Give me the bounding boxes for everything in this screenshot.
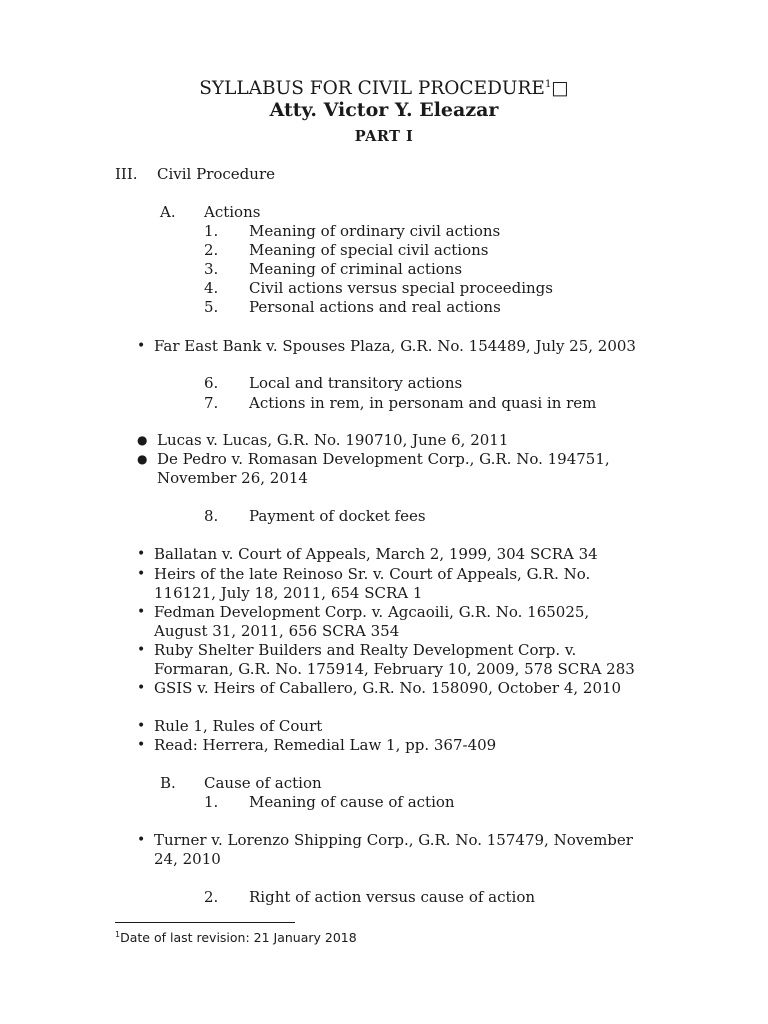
reading-item: Read: Herrera, Remedial Law 1, pp. 367-409 [154,736,497,754]
footnote-number: 1 [115,929,121,939]
case-citation: Ballatan v. Court of Appeals, March 2, 1999, 304 SCRA 34 [154,545,598,563]
case-citation-continued: 116121, July 18, 2011, 654 SCRA 1 [154,584,423,602]
item-number: 7. [204,394,219,412]
item-number: 8. [204,507,219,525]
section-title: Civil Procedure [157,165,275,183]
case-citation: Fedman Development Corp. v. Agcaoili, G.R. No. 165025, [154,603,590,621]
bullet-icon: • [137,832,146,848]
subsection-letter: B. [160,774,176,792]
item-text: Right of action versus cause of action [249,888,536,906]
bullet-icon: • [137,604,146,620]
bullet-icon: ● [137,452,148,466]
bullet-icon: • [137,680,146,696]
case-citation: Turner v. Lorenzo Shipping Corp., G.R. No. 157479, November [154,831,633,849]
part-label: PART I [354,128,414,145]
item-number: 4. [204,279,219,297]
item-number: 1. [204,222,219,240]
bullet-icon: • [137,566,146,582]
item-text: Meaning of ordinary civil actions [249,222,501,240]
case-citation: Lucas v. Lucas, G.R. No. 190710, June 6, 2011 [157,431,509,449]
case-citation: Heirs of the late Reinoso Sr. v. Court of Appeals, G.R. No. [154,565,591,583]
bullet-icon: • [137,737,146,753]
case-citation-continued: 24, 2010 [154,850,221,868]
case-citation-continued: August 31, 2011, 656 SCRA 354 [154,622,400,640]
item-number: 6. [204,374,219,392]
item-number: 3. [204,260,219,278]
bullet-icon: • [137,546,146,562]
case-citation: Ruby Shelter Builders and Realty Development Corp. v. [154,641,577,659]
reading-item: Rule 1, Rules of Court [154,717,323,735]
item-number: 1. [204,793,219,811]
item-text: Meaning of cause of action [249,793,455,811]
item-text: Actions in rem, in personam and quasi in rem [249,394,597,412]
item-text: Personal actions and real actions [249,298,501,316]
syllabus-title: SYLLABUS FOR CIVIL PROCEDURE$^1$□ [199,78,569,99]
footnote-marker[interactable]: 1 [544,78,552,90]
item-text: Civil actions versus special proceedings [249,279,553,297]
case-citation: De Pedro v. Romasan Development Corp., G.R. No. 194751, [157,450,610,468]
item-number: 2. [204,888,219,906]
bullet-icon: • [137,642,146,658]
author-name: Atty. Victor Y. Eleazar [269,99,499,121]
item-number: 5. [204,298,219,316]
footnote-divider [115,922,295,923]
bullet-icon: ● [137,433,148,447]
item-text: Meaning of criminal actions [249,260,463,278]
item-text: Meaning of special civil actions [249,241,489,259]
item-number: 2. [204,241,219,259]
section-number: III. [115,165,138,183]
subsection-title: Cause of action [204,774,322,792]
case-citation-continued: November 26, 2014 [157,469,308,487]
footnote-text: Date of last revision: 21 January 2018 [120,930,357,945]
subsection-letter: A. [160,203,176,221]
case-citation-continued: Formaran, G.R. No. 175914, February 10, 2009, 578 SCRA 283 [154,660,635,678]
item-text: Local and transitory actions [249,374,463,392]
subsection-title: Actions [204,203,261,221]
item-text: Payment of docket fees [249,507,426,525]
case-citation: GSIS v. Heirs of Caballero, G.R. No. 158090, October 4, 2010 [154,679,622,697]
bullet-icon: • [137,718,146,734]
bullet-icon: • [137,338,146,354]
case-citation: Far East Bank v. Spouses Plaza, G.R. No. 154489, July 25, 2003 [154,337,636,355]
missing-glyph-icon: □ [551,78,569,99]
footnote [115,930,357,946]
